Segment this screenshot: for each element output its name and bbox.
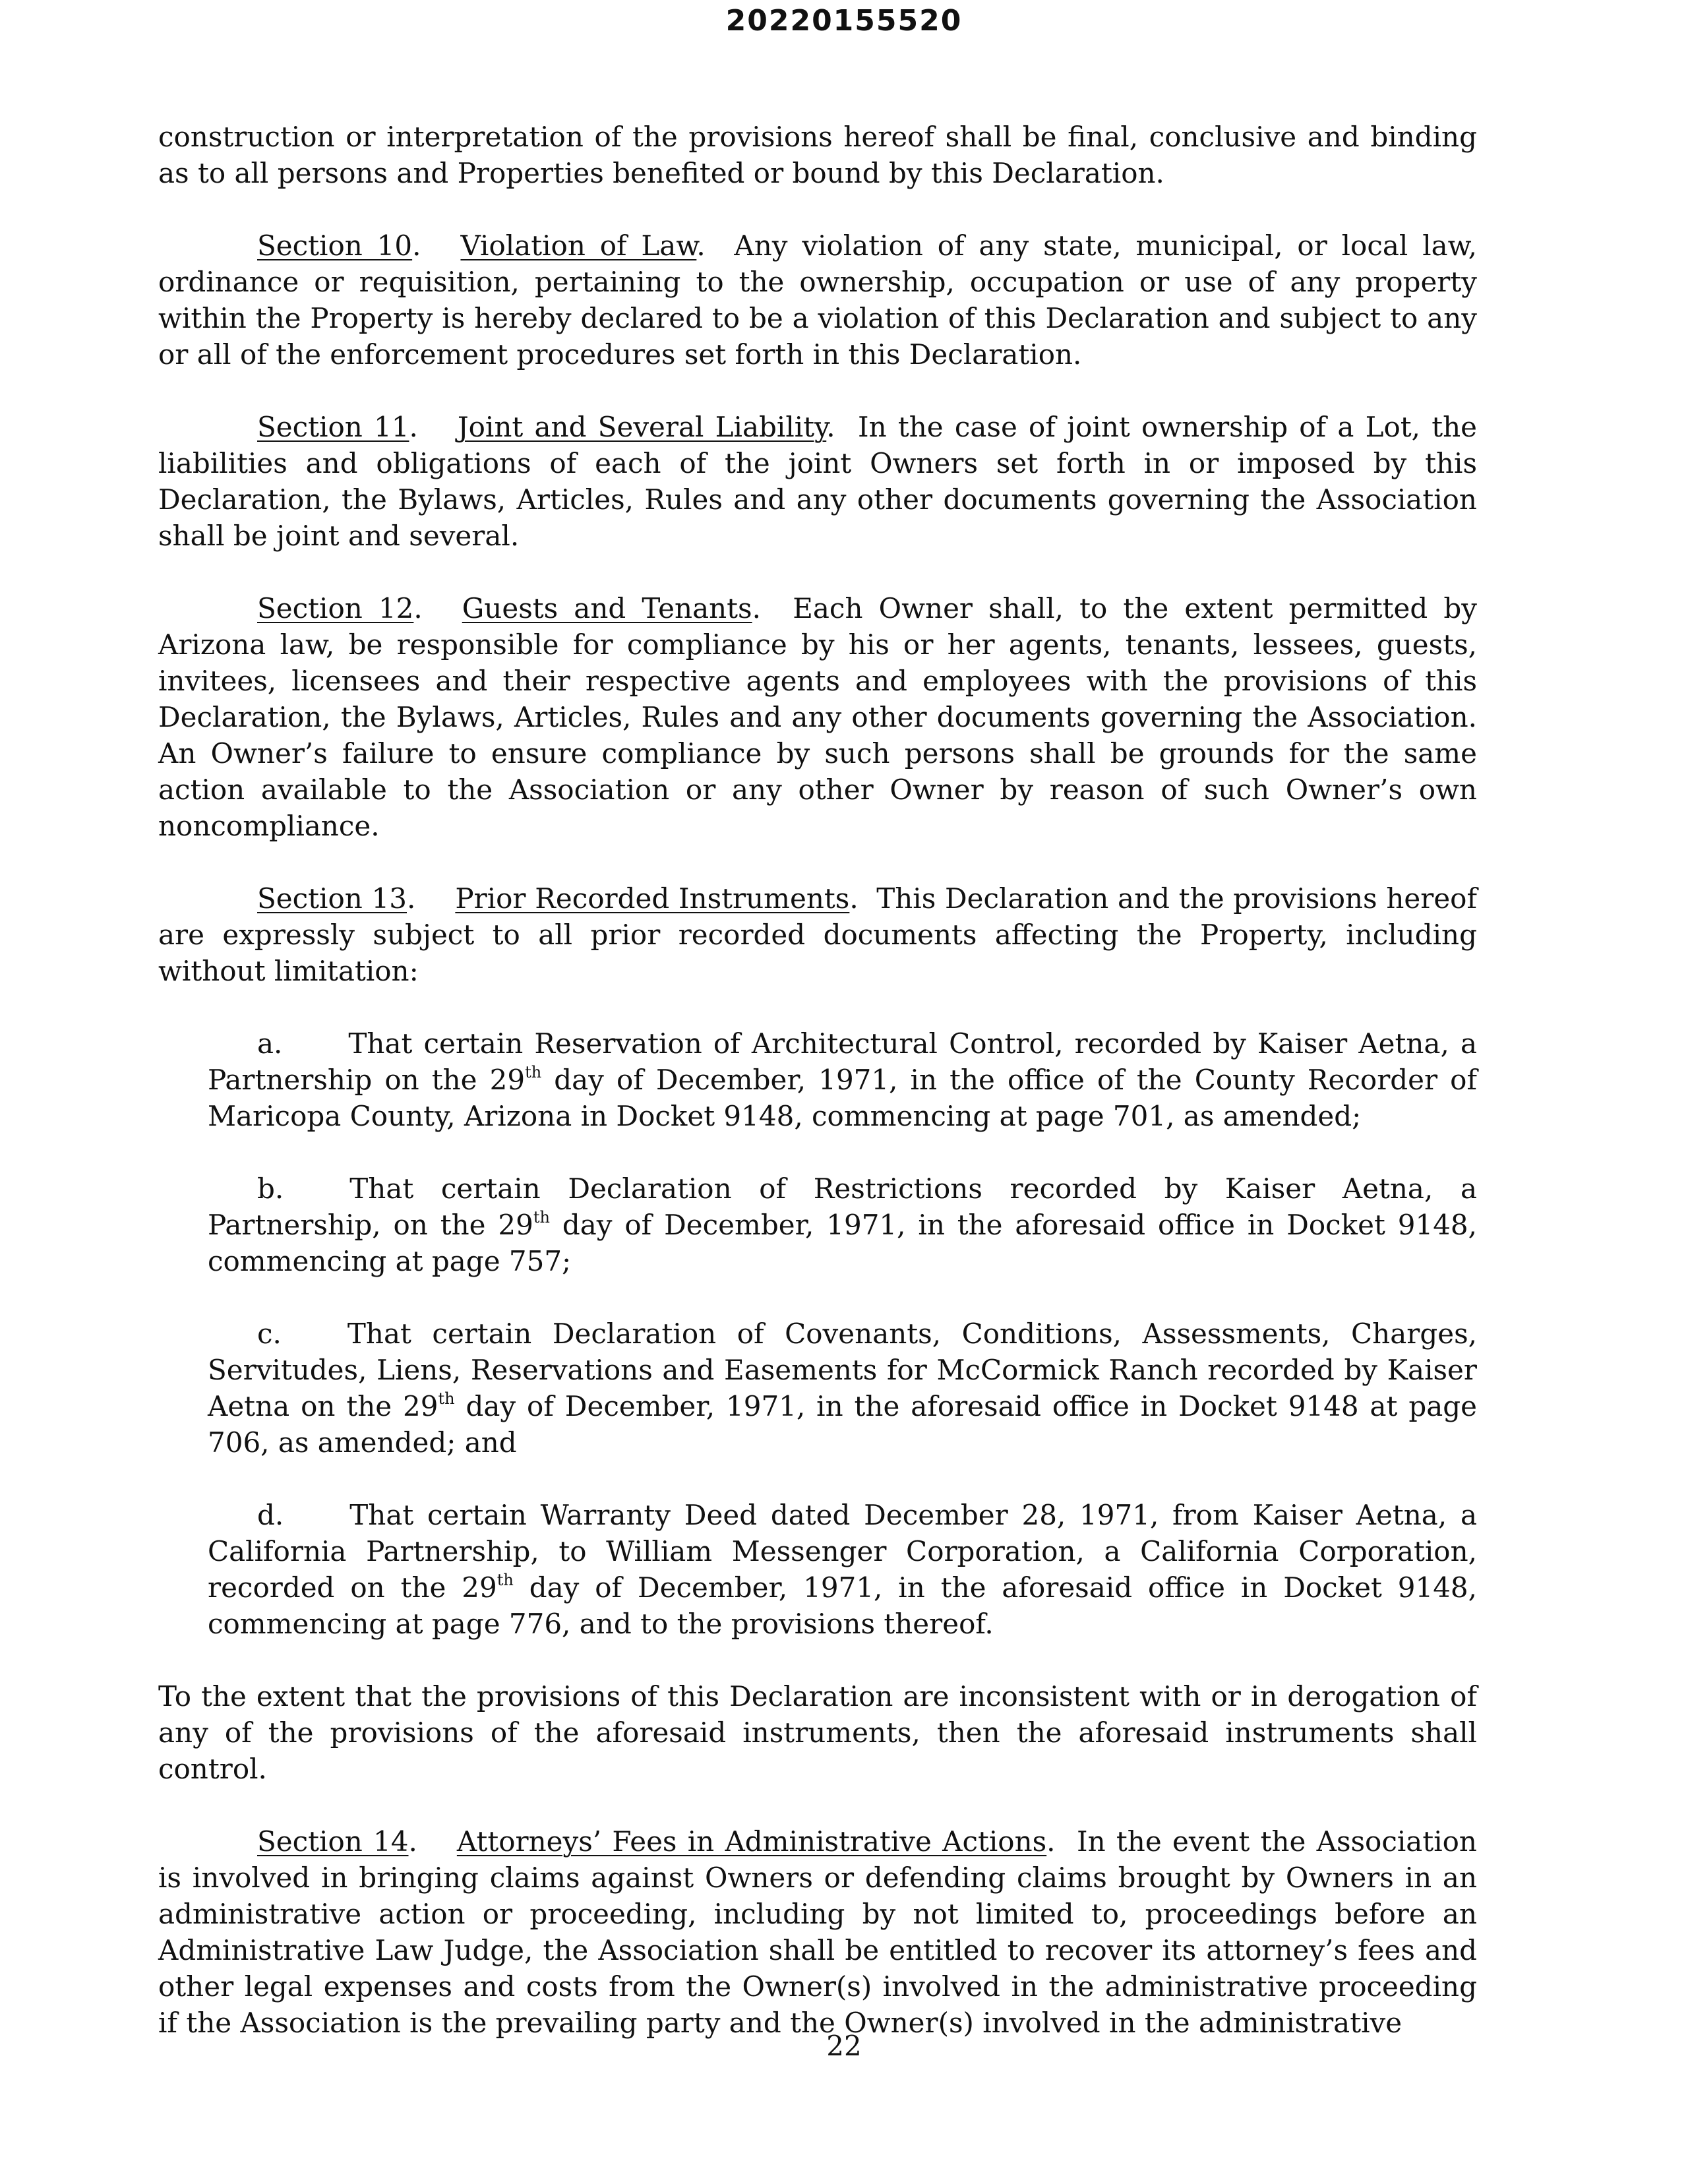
section-13-title: Prior Recorded Instruments (455, 882, 850, 915)
closing-paragraph: To the extent that the provisions of this Declaration are inconsistent with or in derogation of any of the provisions of the aforesaid instruments, then the aforesaid instruments shall control. (158, 1680, 1477, 1785)
section-12-text: Each Owner shall, to the extent permitted by Arizona law, be responsible for compliance by his or her agents, tenants, lessees, guests, invitees, licensees and their respective agents and employees with the provisions of this Declaration, the Bylaws, Articles, Rules and any other documents governing the Association. An Owner’s failure to ensure compliance by such persons shall be grounds for the same action available to the Association or any other Owner by reason of such Owner’s own noncompliance. (158, 592, 1477, 842)
list-item-c-text-before: That certain Declaration of Covenants, Conditions, Assessments, Charges, Servitudes, Liens, Reservations and Easements for McCormick Ranch recorded by Kaiser Aetna on the 29 (208, 1318, 1477, 1422)
section-10-label: Section 10 (257, 229, 413, 262)
list-item-a-text-after: day of December, 1971, in the office of the County Recorder of Maricopa County, Arizona in Docket 9148, commencing at page 701, as amended; (208, 1064, 1477, 1132)
section-14: Section 14. Attorneys’ Fees in Administrative Actions. In the event the Association is involved in bringing claims against Owners or defending claims brought by Owners in an administrative action or proceeding, including by not limited to, proceedings before an Administrative Law Judge, the Association shall be entitled to recover its attorney’s fees and other legal expenses and costs from the Owner(s) involved in the administrative proceeding if the Association is the prevailing party and the Owner(s) involved in the administrative (158, 1825, 1477, 2039)
document-body (158, 119, 1477, 2077)
list-item-b-sup: th (533, 1208, 550, 1227)
section-11-title: Joint and Several Liability (457, 411, 827, 443)
section-10: Section 10. Violation of Law. Any violation of any state, municipal, or local law, ordinance or requisition, pertaining to the ownership, occupation or use of any property within the Property is hereby declared to be a violation of this Declaration and subject to any or all of the enforcement procedures set forth in this Declaration. (158, 229, 1477, 371)
list-item-c (208, 1316, 1477, 1461)
list-item-b-letter: b. (257, 1172, 284, 1205)
list-item-b (208, 1170, 1477, 1279)
list-item-c-sup: th (438, 1389, 455, 1408)
section-12-title: Guests and Tenants (462, 592, 752, 624)
section-14-label: Section 14 (257, 1825, 409, 1858)
document-number: 20220155520 (725, 4, 963, 38)
list-item-d (208, 1497, 1477, 1642)
list-item-d-sup: th (497, 1571, 514, 1589)
list-item-b-text-before: That certain Declaration of Restrictions recorded by Kaiser Aetna, a Partnership, on the 29 (208, 1172, 1477, 1241)
section-11: Section 11. Joint and Several Liability. In the case of joint ownership of a Lot, the liabilities and obligations of each of the joint Owners set forth in or imposed by this Declaration, the Bylaws, Articles, Rules and any other documents governing the Association shall be joint and several. (158, 411, 1477, 552)
section-13-text: This Declaration and the provisions hereof are expressly subject to all prior recorded documents affecting the Property, including without limitation: (158, 882, 1477, 987)
list-item-a (208, 1025, 1477, 1134)
paragraph-continuation: construction or interpretation of the provisions hereof shall be final, conclusive and binding as to all persons and Properties benefited or bound by this Declaration. (158, 121, 1477, 189)
list-item-c-text-after: day of December, 1971, in the aforesaid office in Docket 9148 at page 706, as amended; and (208, 1390, 1477, 1459)
section-11-label: Section 11 (257, 411, 409, 443)
list-item-d-text-after: day of December, 1971, in the aforesaid office in Docket 9148, commencing at page 776, and to the provisions thereof. (208, 1571, 1477, 1640)
section-10-text: Any violation of any state, municipal, or local law, ordinance or requisition, pertaining to the ownership, occupation or use of any property within the Property is hereby declared to be a violation of this Declaration and subject to any or all of the enforcement procedures set forth in this Declaration. (158, 229, 1477, 371)
section-14-title: Attorneys’ Fees in Administrative Actions (456, 1825, 1047, 1858)
section-12: Section 12. Guests and Tenants. Each Owner shall, to the extent permitted by Arizona law, be responsible for compliance by his or her agents, tenants, lessees, guests, invitees, licensees and their respective agents and employees with the provisions of this Declaration, the Bylaws, Articles, Rules and any other documents governing the Association. An Owner’s failure to ensure compliance by such persons shall be grounds for the same action available to the Association or any other Owner by reason of such Owner’s own noncompliance. (158, 592, 1477, 842)
list-item-d-text-before: That certain Warranty Deed dated December 28, 1971, from Kaiser Aetna, a California Partnership, to William Messenger Corporation, a California Corporation, recorded on the 29 (208, 1499, 1477, 1604)
list-item-a-letter: a. (257, 1027, 283, 1060)
list-item-a-text-before: That certain Reservation of Architectural Control, recorded by Kaiser Aetna, a Partnership on the 29 (208, 1027, 1477, 1096)
list-item-b-text-after: day of December, 1971, in the aforesaid office in Docket 9148, commencing at page 757; (208, 1209, 1477, 1277)
list-item-d-letter: d. (257, 1499, 284, 1531)
section-13-label: Section 13 (257, 882, 407, 915)
section-13: Section 13. Prior Recorded Instruments. This Declaration and the provisions hereof are expressly subject to all prior recorded documents affecting the Property, including without limitation: (158, 882, 1477, 987)
section-12-label: Section 12 (257, 592, 414, 624)
list-item-a-sup: th (525, 1063, 542, 1081)
list-item-c-letter: c. (257, 1318, 282, 1350)
page-number: 22 (826, 2030, 862, 2062)
section-14-text: In the event the Association is involved in bringing claims against Owners or defending claims brought by Owners in an administrative action or proceeding, including by not limited to, proceedings before an Administrative Law Judge, the Association shall be entitled to recover its attorney’s fees and other legal expenses and costs from the Owner(s) involved in the administrative proceeding if the Association is the prevailing party and the Owner(s) involved in the administrative (158, 1825, 1477, 2039)
section-11-text: In the case of joint ownership of a Lot, the liabilities and obligations of each of the joint Owners set forth in or imposed by this Declaration, the Bylaws, Articles, Rules and any other documents governing the Association shall be joint and several. (158, 411, 1477, 552)
section-10-title: Violation of Law (460, 229, 697, 262)
